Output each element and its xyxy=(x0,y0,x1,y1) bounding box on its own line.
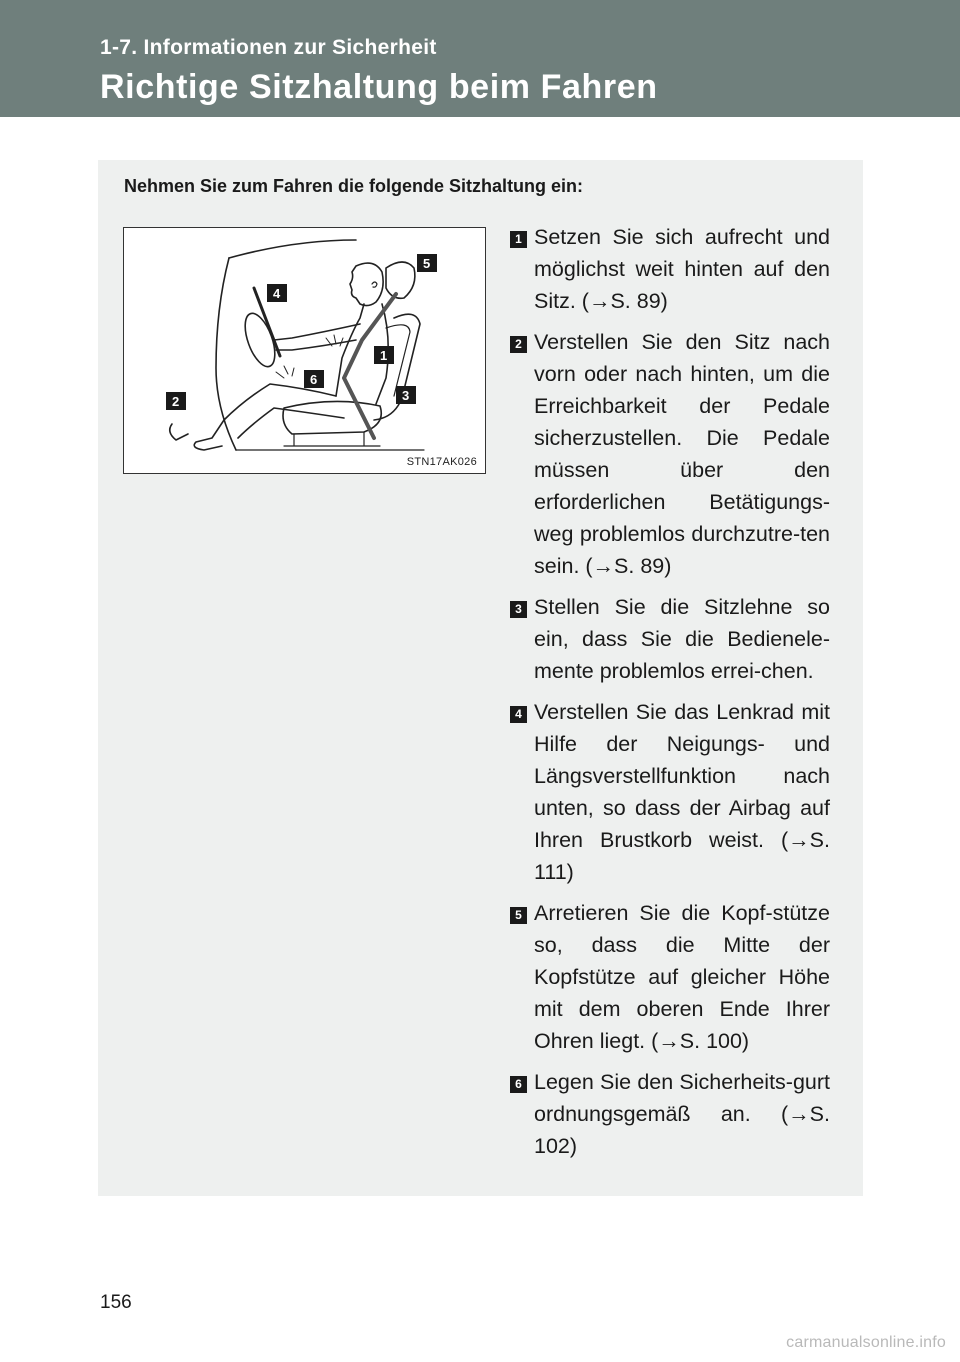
callout-3 xyxy=(396,386,416,404)
section-label: 1-7. Informationen zur Sicherheit xyxy=(100,36,437,59)
step-number-badge: 1 xyxy=(510,231,527,248)
roof-line xyxy=(229,240,356,258)
page-number: 156 xyxy=(100,1292,132,1313)
callout-5 xyxy=(417,254,437,272)
step-number-badge: 5 xyxy=(510,907,527,924)
step-number-badge: 6 xyxy=(510,1076,527,1093)
callout-2 xyxy=(166,392,186,410)
callout-6 xyxy=(304,370,324,388)
driver-head xyxy=(350,263,383,306)
chapter-header xyxy=(0,0,960,117)
step-item-6 xyxy=(510,1066,830,1162)
seat-cushion xyxy=(283,401,381,434)
driver-torso-front xyxy=(336,304,364,396)
svg-text:6: 6 xyxy=(310,372,318,387)
step-text: Verstellen Sie den Sitz nach vorn oder nach hinten, um die Erreichbarkeit der Pedale sicherzustellen. Die Pedale müssen über den erforderlichen Betätigungs-weg problemlos durchzutre-ten sein. (→S. 89) xyxy=(534,330,830,578)
page-title: Richtige Sitzhaltung beim Fahren xyxy=(100,68,658,106)
svg-text:5: 5 xyxy=(423,256,431,271)
driver-seat-drawing xyxy=(124,228,485,473)
watermark-text: carmanualsonline.info xyxy=(786,1334,946,1351)
step-text: Stellen Sie die Sitzlehne so ein, dass Sie die Bedienele-mente problemlos errei-chen. xyxy=(534,595,830,683)
svg-text:4: 4 xyxy=(273,286,281,301)
callout-4 xyxy=(267,284,287,302)
driver-foot xyxy=(194,420,224,450)
step-text: Legen Sie den Sicherheits-gurt ordnungsgemäß an. (→S. 102) xyxy=(534,1070,830,1158)
step-item-1 xyxy=(510,221,830,317)
step-number-badge: 3 xyxy=(510,601,527,618)
step-number-badge: 2 xyxy=(510,336,527,353)
svg-text:3: 3 xyxy=(402,388,410,403)
step-number-badge: 4 xyxy=(510,706,527,723)
step-text: Verstellen Sie das Lenkrad mit Hilfe der Neigungs- und Längsverstellfunktion nach unten, so dass der Airbag auf Ihren Brustkorb weist. (→S. 111) xyxy=(534,700,830,884)
seat-back xyxy=(374,314,420,420)
figure-id-label: STN17AK026 xyxy=(406,456,477,468)
steps-list xyxy=(510,221,830,1171)
step-item-4 xyxy=(510,696,830,888)
driver-arm xyxy=(274,324,360,340)
seating-position-illustration xyxy=(123,227,486,474)
step-item-2 xyxy=(510,326,830,582)
step-item-5 xyxy=(510,897,830,1057)
step-text: Arretieren Sie die Kopf-stütze so, dass die Mitte der Kopfstütze auf gleicher Höhe mit dem oberen Ende Ihrer Ohren liegt. (→S. 100) xyxy=(534,901,830,1053)
svg-text:1: 1 xyxy=(380,348,388,363)
step-item-3 xyxy=(510,591,830,687)
svg-text:2: 2 xyxy=(172,394,180,409)
step-text: Setzen Sie sich aufrecht und möglichst weit hinten auf den Sitz. (→S. 89) xyxy=(534,225,830,313)
pedal xyxy=(170,424,188,440)
headrest xyxy=(386,262,415,298)
dashboard-contour xyxy=(216,258,236,450)
intro-text: Nehmen Sie zum Fahren die folgende Sitzhaltung ein: xyxy=(124,176,584,196)
callout-1 xyxy=(374,346,394,364)
